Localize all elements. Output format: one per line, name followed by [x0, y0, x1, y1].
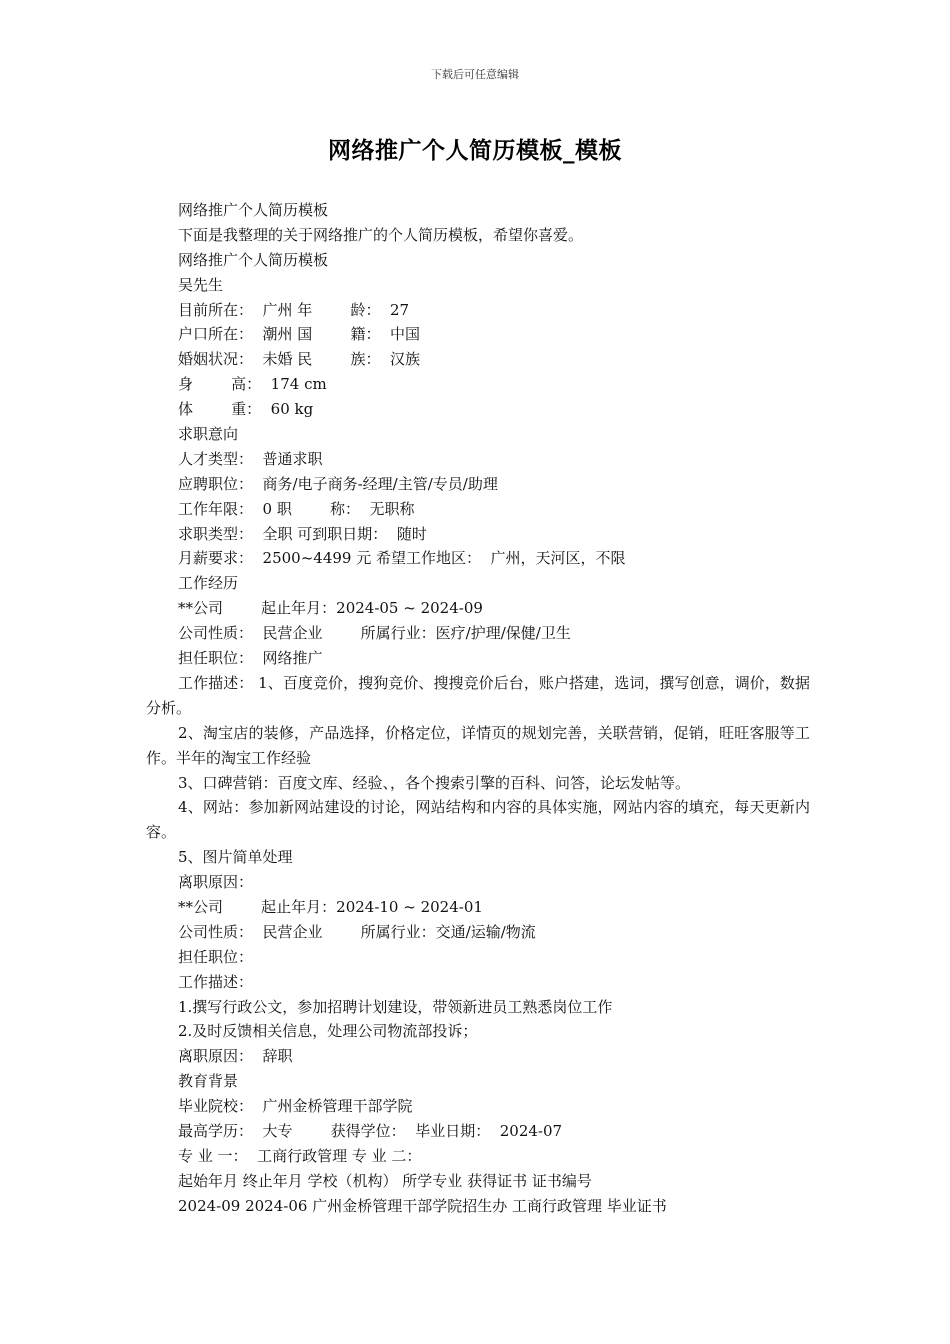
body-line: 公司性质： 民营企业 所属行业：医疗/护理/保健/卫生 — [178, 624, 571, 643]
body-line: 2024-09 2024-06 广州金桥管理干部学院招生办 工商行政管理 毕业证书 — [178, 1196, 667, 1215]
body-line: **公司 起止年月：2024-05 ~ 2024-09 — [178, 599, 483, 618]
body-line: 5、图片简单处理 — [178, 848, 293, 867]
body-line: 最高学历： 大专 获得学位： 毕业日期： 2024-07 — [178, 1122, 563, 1141]
body-line: 吴先生 — [178, 275, 224, 294]
body-line: 身 高： 174 cm — [178, 375, 327, 394]
body-line: 目前所在： 广州 年 龄： 27 — [178, 300, 410, 319]
body-line: 工作经历 — [178, 574, 239, 593]
body-line: 教育背景 — [178, 1072, 239, 1091]
body-line: 毕业院校： 广州金桥管理干部学院 — [178, 1097, 413, 1116]
body-line: 网络推广个人简历模板 — [178, 201, 329, 219]
body-line: 求职类型： 全职 可到职日期： 随时 — [178, 524, 427, 543]
body-line: 专 业 一： 工商行政管理 专 业 二： — [178, 1146, 422, 1165]
body-line: 婚姻状况： 未婚 民 族： 汉族 — [178, 350, 420, 369]
body-line: 担任职位： 网络推广 — [178, 649, 323, 668]
body-line: 2.及时反馈相关信息，处理公司物流部投诉； — [178, 1022, 478, 1041]
body-line: 起始年月 终止年月 学校（机构） 所学专业 获得证书 证书编号 — [178, 1171, 592, 1190]
document-body — [146, 198, 810, 1219]
body-line: 工作年限： 0 职 称： 无职称 — [178, 499, 415, 518]
body-paragraph: 4、网站：参加新网站建设的讨论，网站结构和内容的具体实施，网站内容的填充，每天更新内容。 — [146, 798, 810, 842]
body-line: 应聘职位： 商务/电子商务-经理/主管/专员/助理 — [178, 474, 498, 493]
body-line: 离职原因： 辞职 — [178, 1047, 293, 1066]
body-line: 体 重： 60 kg — [178, 400, 314, 419]
body-line: 户口所在： 潮州 国 籍： 中国 — [178, 325, 420, 344]
body-line: 网络推广个人简历模板 — [178, 250, 329, 269]
document-title: 网络推广个人简历模板_模板 — [328, 138, 622, 164]
body-line: 担任职位： — [178, 947, 254, 966]
body-paragraph: 2、淘宝店的装修，产品选择，价格定位，详情页的规划完善，关联营销，促销，旺旺客服等工作。半年的淘宝工作经验 — [146, 723, 810, 767]
body-line: 1.撰写行政公文，参加招聘计划建设，带领新进员工熟悉岗位工作 — [178, 997, 613, 1016]
body-line: 3、口碑营销：百度文库、经验、，各个搜索引擎的百科、问答，论坛发帖等。 — [178, 773, 691, 792]
body-line: 工作描述： — [178, 972, 254, 991]
body-line: 人才类型： 普通求职 — [178, 449, 323, 468]
body-paragraph: 工作描述： 1、百度竞价，搜狗竞价、搜搜竞价后台，账户搭建，选词，撰写创意，调价，数据分析。 — [146, 673, 810, 717]
body-line: 公司性质： 民营企业 所属行业：交通/运输/物流 — [178, 922, 536, 941]
body-line: 月薪要求： 2500~4499 元 希望工作地区： 广州，天河区，不限 — [178, 549, 626, 568]
header-note: 下载后可任意编辑 — [431, 68, 519, 81]
body-line: **公司 起止年月：2024-10 ~ 2024-01 — [178, 898, 483, 917]
body-line: 离职原因： — [178, 873, 254, 892]
body-line: 求职意向 — [178, 425, 239, 444]
body-line: 下面是我整理的关于网络推广的个人简历模板，希望你喜爱。 — [178, 225, 584, 244]
